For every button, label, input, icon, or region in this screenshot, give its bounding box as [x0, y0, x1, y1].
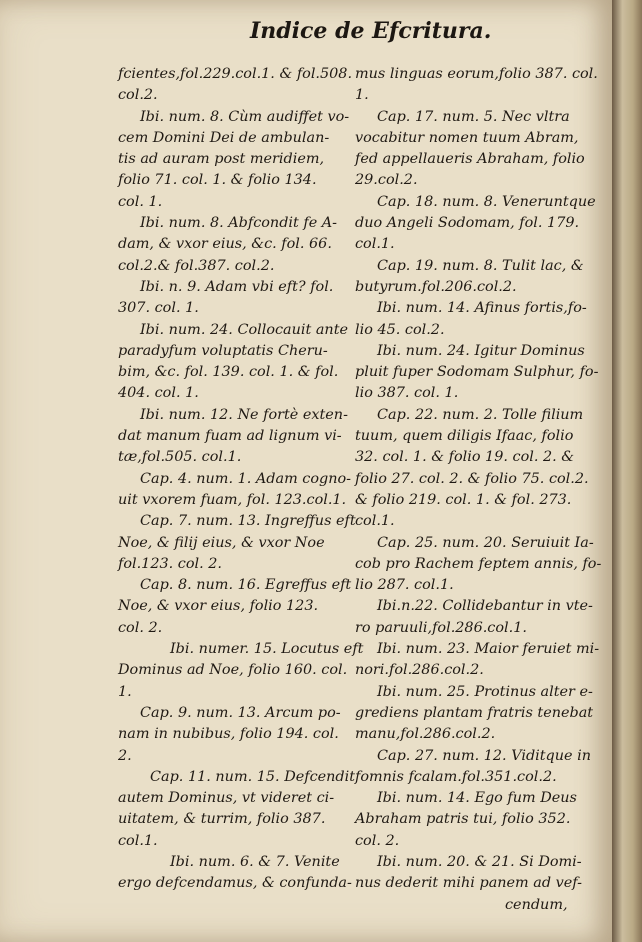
- entry-line: duo Angeli Sodomam, fol. 179.: [355, 215, 580, 232]
- index-entry: [118, 469, 350, 512]
- entry-line: Ibi. num. 25. Protinus alter e-: [377, 683, 593, 700]
- entry-line: folio 27. col. 2. & folio 75. col.2.: [355, 470, 589, 487]
- index-entry: [118, 107, 350, 213]
- entry-line: Dominus ad Noe, folio 160. col.: [118, 662, 348, 679]
- index-entry: [355, 107, 585, 192]
- index-entry: [355, 192, 596, 256]
- entry-line: Cap. 27. num. 12. Viditque in: [377, 747, 591, 764]
- entry-line: bim, &c. fol. 139. col. 1. & fol.: [118, 364, 339, 381]
- index-entry: [355, 852, 582, 916]
- entry-line: butyrum.fol.206.col.2.: [355, 278, 517, 295]
- entry-line: & folio 219. col. 1. & fol. 273.: [355, 491, 572, 508]
- index-entry: [355, 682, 594, 746]
- entry-line: pluit fuper Sodomam Sulphur, fo-: [355, 364, 599, 381]
- entry-line: Cap. 7. num. 13. Ingreffus eft: [140, 513, 356, 530]
- entry-line: col.1.: [355, 513, 395, 530]
- entry-line: fol.123. col. 2.: [118, 555, 222, 572]
- entry-line: 307. col. 1.: [118, 300, 199, 317]
- entry-line: col. 2.: [355, 832, 400, 849]
- entry-line: 2.: [118, 747, 132, 764]
- entry-line: Ibi. num. 8. Cùm audiffet vo-: [140, 108, 350, 125]
- index-entry: [118, 575, 350, 639]
- index-entry: [355, 256, 584, 299]
- entry-line: col.1.: [118, 832, 158, 849]
- entry-line: Ibi. numer. 15. Locutus eft: [170, 641, 364, 658]
- entry-line: uitatem, & turrim, folio 387.: [118, 811, 326, 828]
- entry-line: Ibi. num. 23. Maior feruiet mi-: [377, 641, 600, 658]
- entry-line: Noe, & filij eius, & vxor Noe: [118, 534, 325, 551]
- entry-line: Ibi. num. 20. & 21. Si Domi-: [377, 853, 582, 870]
- entry-line: col. 1.: [118, 193, 163, 210]
- entry-line: fed appellaueris Abraham, folio: [355, 151, 585, 168]
- entry-line: Ibi. num. 14. Afinus fortis,fo-: [377, 300, 587, 317]
- entry-line: Cap. 18. num. 8. Veneruntque: [377, 193, 596, 210]
- entry-line: paradyfum voluptatis Cheru-: [118, 342, 328, 359]
- index-entry: [118, 639, 364, 703]
- index-entry: [118, 511, 356, 575]
- entry-line: Cap. 22. num. 2. Tolle filium: [377, 406, 584, 423]
- entry-line: Cap. 17. num. 5. Nec vltra: [377, 108, 570, 125]
- entry-line: folio 71. col. 1. & folio 134.: [118, 172, 317, 189]
- entry-line: Ibi. num. 24. Collocauit ante: [140, 321, 348, 338]
- index-entry: [118, 703, 350, 767]
- entry-line: fcientes,fol.229.col.1. & fol.508.: [118, 66, 353, 82]
- entry-line: cem Domini Dei de ambulan-: [118, 129, 330, 146]
- index-entry: [355, 788, 577, 852]
- left-column: [118, 64, 364, 895]
- entry-line: col. 2.: [118, 619, 163, 636]
- index-entry: [118, 277, 350, 320]
- entry-line: 1.: [118, 683, 132, 700]
- entry-line: Ibi. num. 8. Abfcondit fe A-: [140, 215, 338, 232]
- entry-line: vocabitur nomen tuum Abram,: [355, 129, 579, 146]
- page-edge: [612, 0, 642, 942]
- entry-line: Cap. 4. num. 1. Adam cogno-: [140, 470, 352, 487]
- index-entry: [355, 596, 593, 639]
- entry-line: lio 45. col.2.: [355, 321, 445, 338]
- entry-line: nam in nubibus, folio 194. col.: [118, 726, 339, 743]
- right-column: [355, 64, 602, 916]
- entry-line: ro paruuli,fol.286.col.1.: [355, 619, 527, 636]
- entry-line: Cap. 25. num. 20. Seruiuit Ia-: [377, 534, 594, 551]
- entry-line: Ibi. num. 14. Ego fum Deus: [377, 790, 577, 807]
- index-entry: [118, 405, 350, 469]
- entry-line: Cap. 8. num. 16. Egreffus eft: [140, 577, 352, 594]
- entry-line: col.2.: [118, 87, 158, 104]
- entry-line: Cap. 9. num. 13. Arcum po-: [140, 704, 341, 721]
- index-entry: [355, 64, 598, 107]
- entry-line: Cap. 19. num. 8. Tulit lac, &: [377, 257, 584, 274]
- entry-line: nori.fol.286.col.2.: [355, 662, 484, 679]
- entry-line: lio 287. col.1.: [355, 577, 454, 594]
- index-entry: [355, 298, 587, 341]
- entry-line: tis ad auram post meridiem,: [118, 151, 325, 168]
- entry-line: fomnis fcalam.fol.351.col.2.: [355, 768, 557, 785]
- entry-line: Noe, & vxor eius, folio 123.: [118, 598, 319, 615]
- entry-line: nus dederit mihi panem ad vef-: [355, 875, 582, 892]
- entry-line: lio 387. col. 1.: [355, 385, 459, 402]
- index-entry: [118, 767, 356, 852]
- entry-line: Cap. 11. num. 15. Defcendit: [150, 768, 356, 785]
- entry-line: cendum,: [505, 896, 568, 913]
- index-entry: [355, 533, 602, 597]
- entry-line: manu,fol.286.col.2.: [355, 726, 496, 743]
- entry-line: uit vxorem fuam, fol. 123.col.1.: [118, 491, 347, 508]
- entry-line: Ibi. num. 6. & 7. Venite: [170, 853, 340, 870]
- entry-line: col.1.: [355, 236, 395, 253]
- index-entry: [118, 213, 350, 277]
- index-entry: [118, 320, 350, 405]
- index-entry: [355, 639, 600, 682]
- entry-line: Ibi. n. 9. Adam vbi eft? fol.: [140, 278, 334, 295]
- entry-line: Ibi. num. 24. Igitur Dominus: [377, 342, 585, 359]
- entry-line: Ibi. num. 12. Ne fortè exten-: [140, 406, 348, 423]
- index-entry: [118, 64, 353, 107]
- entry-line: cob pro Rachem feptem annis, fo-: [355, 555, 602, 572]
- entry-line: ergo defcendamus, & confunda-: [118, 875, 352, 892]
- index-entry: [355, 341, 599, 405]
- index-entry: [355, 405, 589, 533]
- entry-line: col.2.& fol.387. col.2.: [118, 257, 275, 274]
- index-entry: [355, 746, 591, 789]
- index-entry: [118, 852, 350, 895]
- entry-line: tæ,fol.505. col.1.: [118, 449, 242, 466]
- entry-line: Ibi.n.22. Collidebantur in vte-: [377, 598, 593, 615]
- entry-line: 404. col. 1.: [118, 385, 199, 402]
- entry-line: dam, & vxor eius, &c. fol. 66.: [118, 236, 332, 253]
- entry-line: mus linguas eorum,folio 387. col.: [355, 66, 598, 82]
- entry-line: 32. col. 1. & folio 19. col. 2. &: [355, 449, 575, 466]
- entry-line: 1.: [355, 87, 369, 104]
- entry-line: grediens plantam fratris tenebat: [355, 704, 594, 721]
- entry-line: 29.col.2.: [355, 172, 418, 189]
- page-title: Indice de Efcritura.: [250, 18, 492, 44]
- entry-line: dat manum fuam ad lignum vi-: [118, 428, 342, 445]
- entry-line: Abraham patris tui, folio 352.: [355, 811, 571, 828]
- entry-line: autem Dominus, vt videret ci-: [118, 790, 335, 807]
- entry-line: tuum, quem diligis Ifaac, folio: [355, 428, 574, 445]
